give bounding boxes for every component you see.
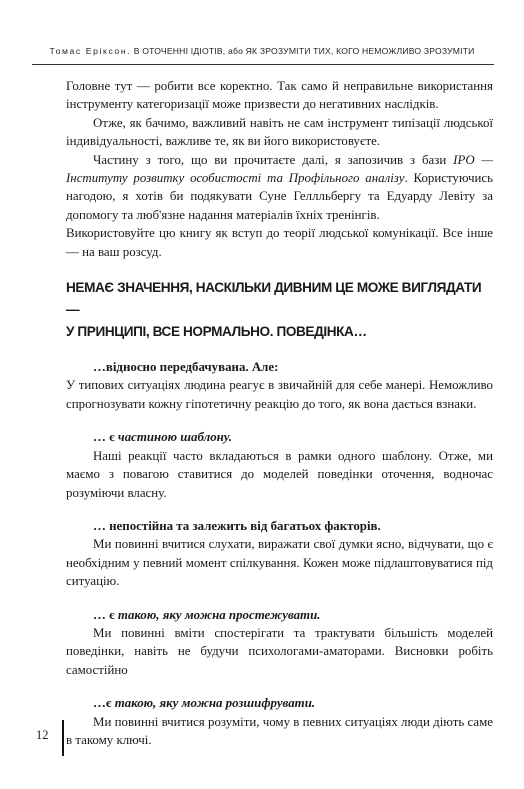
behavior-item-text: Ми повинні вчитися розуміти, чому в певних ситуаціях люди діють саме в такому ключі. [66,714,493,747]
behavior-item-text: Ми повинні вчитися слухати, виражати свої думки ясно, відчувати, що є необхідним у певний момент спілкування. Кожен може підлаштовуватися під ситуацію. [66,537,493,589]
paragraph-4: Використовуйте цю книгу як вступ до теорії людської комунікації. Все інше — на ваш розсуд. [66,226,493,259]
behavior-item-1 [66,358,493,413]
item-title-emphasis: такою, яку можна простежувати. [117,607,321,622]
behavior-item-title [66,428,493,446]
page-number-rule [62,720,64,756]
item-title-text: … є [93,607,118,622]
behavior-item-text: У типових ситуаціях людина реагує в звичайній для себе манері. Неможливо спрогнозувати кожну гіпотетичну реакцію до того, як вона дається взнаки. [66,378,493,411]
behavior-item-title [66,694,493,712]
paragraph-3-text-after: . Користуючись нагодою, я хотів би подякувати Суне Геллльбергу та Едуарду Левіту за допомогу та люб'язне надання матеріалів їхніх тренінгів. [66,171,493,222]
item-title-text: … непостійна та залежить від багатьох факторів. [93,518,381,533]
paragraph-1: Головне тут — робити все коректно. Так само й неправильне використання інструменту категоризації може призвести до негативних наслідків. [66,79,493,112]
behavior-item-text: Наші реакції часто вкладаються в рамки одного шаблону. Отже, ми маємо з повагою ставитися до моделей поведінки оточення, водночас розуміючи власну. [66,448,493,500]
section-heading [66,277,493,343]
page-number: 12 [36,728,49,742]
behavior-item-4 [66,606,493,680]
behavior-item-5 [66,694,493,749]
item-title-emphasis: такою, яку можна розшифрувати. [114,696,316,711]
running-header [0,46,524,56]
paragraph-3-text-before: Частину з того, що ви прочитаєте далі, я запозичив з бази [93,152,454,167]
behavior-item-title [66,606,493,624]
paragraph-3 [66,151,493,225]
header-divider [32,64,494,65]
item-title-text: …відносно передбачувана. Але: [93,360,279,375]
item-title-emphasis: частиною шаблону. [117,430,232,445]
section-heading-line-2: У ПРИНЦИПІ, ВСЕ НОРМАЛЬНО. ПОВЕДІНКА… [66,324,367,340]
header-title: В ОТОЧЕННІ ІДІОТІВ, або ЯК ЗРОЗУМІТИ ТИХ, КОГО НЕМОЖЛИВО ЗРОЗУМІТИ [133,46,475,56]
paragraph-3-italic: IPO — Інституту розвитку особистості та Профільного аналізу [66,152,493,186]
item-title-text: … є [93,430,118,445]
behavior-item-text: Ми повинні вміти спостерігати та трактувати більшість моделей поведінки, навіть не будучи психологами-аматорами. Висновки робіть самостійно [66,625,493,677]
behavior-item-title [66,517,493,535]
behavior-item-2 [66,428,493,502]
header-author: Томас Ерiксон. [49,46,132,56]
behavior-item-title [66,358,493,376]
behavior-item-3 [66,517,493,591]
paragraph-2: Отже, як бачимо, важливий навіть не сам інструмент типізації людської індивідуальності, важливе те, як ви його використовуєте. [66,115,493,149]
item-title-text: …є [93,696,115,711]
section-heading-line-1: НЕМАЄ ЗНАЧЕННЯ, НАСКІЛЬКИ ДИВНИМ ЦЕ МОЖЕ ВИГЛЯДАТИ — [66,280,482,318]
page-body [66,77,493,764]
